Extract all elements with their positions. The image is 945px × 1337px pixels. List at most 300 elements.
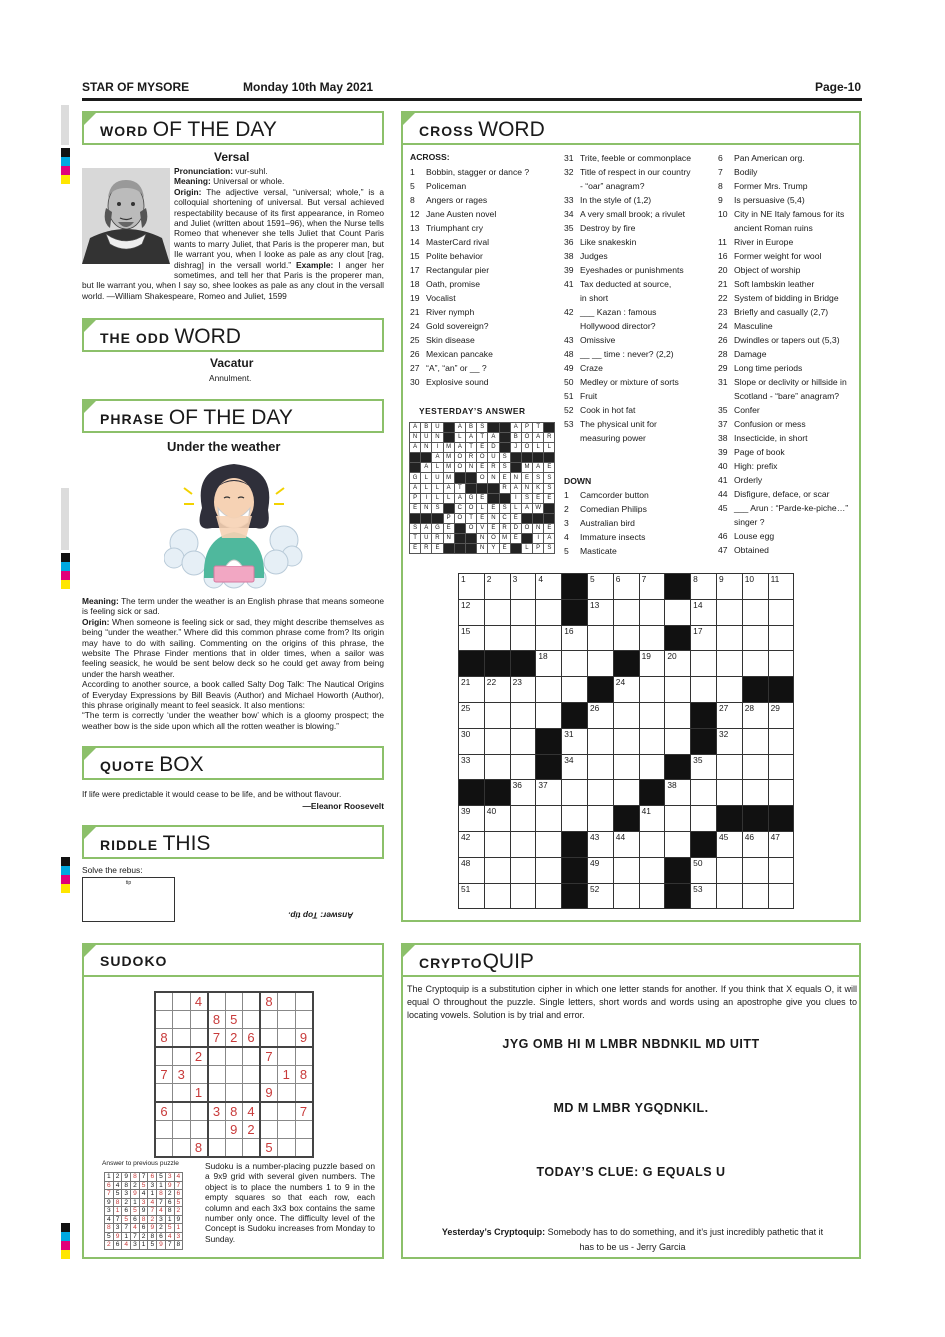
crossword-cell[interactable]	[510, 599, 536, 625]
crossword-cell[interactable]	[716, 677, 742, 703]
answer-cell	[443, 544, 454, 554]
answer-cell: A	[410, 423, 421, 433]
answer-cell	[454, 534, 465, 544]
crossword-cell[interactable]: 42	[459, 831, 485, 857]
sudoku-cell[interactable]	[208, 1066, 226, 1084]
down-clues-col3	[718, 151, 848, 557]
crossword-cell[interactable]	[613, 754, 639, 780]
crossword-cell[interactable]	[510, 702, 536, 728]
crossword-cell[interactable]	[639, 625, 665, 651]
crossword-cell[interactable]	[536, 831, 562, 857]
crossword-cell[interactable]	[613, 857, 639, 883]
crossword-cell[interactable]	[742, 780, 768, 806]
crossword-cell[interactable]	[665, 806, 691, 832]
black-square	[639, 780, 665, 806]
sudoku-cell: 4	[190, 992, 208, 1011]
crossword-cell[interactable]: 20	[665, 651, 691, 677]
crossword-cell[interactable]	[484, 728, 510, 754]
sudoku-cell[interactable]	[278, 1121, 296, 1139]
riddle-answer: Answer: Top tip.	[288, 910, 354, 921]
black-square	[768, 677, 794, 703]
sudoku-cell[interactable]	[173, 1139, 191, 1158]
sudoku-cell[interactable]	[208, 992, 226, 1011]
registration-mark	[61, 148, 70, 184]
answer-cell: O	[465, 503, 476, 513]
sudoku-cell[interactable]	[243, 1139, 261, 1158]
sudoku-cell[interactable]	[225, 1084, 243, 1103]
crossword-cell[interactable]: 45	[716, 831, 742, 857]
crossword-cell[interactable]	[639, 883, 665, 909]
sudoku-cell: 8	[225, 1102, 243, 1121]
sudoku-cell[interactable]	[208, 1121, 226, 1139]
sudoku-answer-cell: 7	[157, 1198, 166, 1207]
crossword-cell[interactable]	[768, 625, 794, 651]
crossword-cell[interactable]: 44	[613, 831, 639, 857]
sudoku-cell[interactable]	[173, 1047, 191, 1066]
crossword-cell[interactable]: 48	[459, 857, 485, 883]
answer-cell: S	[477, 423, 488, 433]
crossword-cell[interactable]	[613, 883, 639, 909]
sudoku-cell[interactable]	[295, 1047, 313, 1066]
sudoku-answer-cell: 4	[148, 1198, 157, 1207]
answer-cell	[521, 534, 532, 544]
clue-item: 39 Page of book	[718, 447, 785, 457]
registration-mark	[61, 553, 70, 589]
crossword-cell[interactable]: 40	[484, 806, 510, 832]
crossword-cell[interactable]: 43	[587, 831, 613, 857]
crossword-cell[interactable]	[691, 677, 717, 703]
crossword-cell[interactable]: 13	[587, 599, 613, 625]
sudoku-cell: 5	[260, 1139, 278, 1158]
answer-cell: R	[499, 523, 510, 533]
crossword-cell[interactable]	[613, 728, 639, 754]
answer-cell: L	[477, 503, 488, 513]
crossword-cell[interactable]	[510, 806, 536, 832]
sudoku-cell: 2	[225, 1029, 243, 1048]
answer-cell	[510, 544, 521, 554]
sudoku-cell[interactable]	[243, 1011, 261, 1029]
answer-cell: I	[432, 443, 443, 453]
crossword-cell[interactable]: 3	[510, 574, 536, 600]
crossword-cell[interactable]: 11	[768, 574, 794, 600]
crossword-cell[interactable]	[587, 728, 613, 754]
answer-cell: E	[432, 544, 443, 554]
answer-cell: G	[410, 473, 421, 483]
crossword-cell[interactable]	[639, 754, 665, 780]
crossword-cell[interactable]	[536, 599, 562, 625]
crossword-cell[interactable]: 27	[716, 702, 742, 728]
crossword-cell[interactable]	[536, 883, 562, 909]
clue-item: ancient Roman ruins	[734, 223, 813, 233]
crossword-cell[interactable]: 41	[639, 806, 665, 832]
crossword-cell[interactable]	[510, 857, 536, 883]
crossword-cell[interactable]: 53	[691, 883, 717, 909]
crossword-cell[interactable]	[665, 599, 691, 625]
sudoku-cell[interactable]	[155, 1121, 173, 1139]
crossword-cell[interactable]	[613, 702, 639, 728]
sudoku-cell: 4	[243, 1102, 261, 1121]
clue-item: 51 Fruit	[564, 391, 598, 401]
answer-cell: E	[510, 534, 521, 544]
crossword-cell[interactable]	[510, 883, 536, 909]
sudoku-cell[interactable]	[155, 1139, 173, 1158]
crossword-cell[interactable]: 38	[665, 780, 691, 806]
clue-item: 6 Pan American org.	[718, 153, 805, 163]
crossword-cell[interactable]	[768, 883, 794, 909]
crossword-cell[interactable]: 25	[459, 702, 485, 728]
crossword-cell[interactable]: 15	[459, 625, 485, 651]
crossword-cell[interactable]: 37	[536, 780, 562, 806]
answer-cell: N	[510, 473, 521, 483]
crossword-cell[interactable]: 18	[536, 651, 562, 677]
sudoku-cell[interactable]	[243, 1066, 261, 1084]
crossword-cell[interactable]	[691, 806, 717, 832]
crossword-cell[interactable]	[536, 702, 562, 728]
crossword-cell[interactable]	[691, 651, 717, 677]
sudoku-cell[interactable]	[278, 1084, 296, 1103]
crossword-cell[interactable]	[665, 728, 691, 754]
sudoku-cell[interactable]	[208, 1084, 226, 1103]
black-square	[742, 677, 768, 703]
sudoku-cell[interactable]	[295, 1084, 313, 1103]
answer-cell: P	[521, 423, 532, 433]
clue-item: 14 MasterCard rival	[410, 237, 490, 247]
crossword-cell[interactable]: 22	[484, 677, 510, 703]
crossword-cell[interactable]: 26	[587, 702, 613, 728]
crossword-cell[interactable]	[716, 780, 742, 806]
crossword-cell[interactable]	[639, 857, 665, 883]
answer-cell	[499, 433, 510, 443]
sudoku-cell[interactable]	[155, 1047, 173, 1066]
answer-cell: E	[499, 544, 510, 554]
crossword-cell[interactable]	[639, 599, 665, 625]
crossword-cell[interactable]: 50	[691, 857, 717, 883]
crossword-cell[interactable]: 10	[742, 574, 768, 600]
sudoku-cell[interactable]	[190, 1011, 208, 1029]
sudoku-answer-cell: 1	[122, 1232, 131, 1241]
sudoku-cell[interactable]	[190, 1029, 208, 1048]
crossword-cell[interactable]: 16	[562, 625, 588, 651]
crossword-cell[interactable]: 1	[459, 574, 485, 600]
answer-cell	[443, 433, 454, 443]
crossword-cell[interactable]: 39	[459, 806, 485, 832]
answer-cell: A	[521, 503, 532, 513]
sudoku-cell[interactable]	[155, 992, 173, 1011]
black-square	[742, 806, 768, 832]
crossword-cell[interactable]	[613, 625, 639, 651]
crossword-cell[interactable]	[639, 702, 665, 728]
crossword-cell[interactable]	[665, 831, 691, 857]
crossword-cell[interactable]: 17	[691, 625, 717, 651]
answer-cell: E	[410, 544, 421, 554]
crossword-cell[interactable]	[742, 883, 768, 909]
crossword-cell[interactable]	[613, 780, 639, 806]
sudoku-answer-cell: 8	[139, 1215, 148, 1224]
answer-cell: A	[533, 463, 544, 473]
crossword-cell[interactable]	[768, 780, 794, 806]
sudoku-cell[interactable]	[278, 1047, 296, 1066]
crossword-grid	[458, 573, 794, 909]
sudoku-answer-cell: 3	[105, 1207, 114, 1216]
crossword-cell[interactable]	[484, 702, 510, 728]
clue-item: 5 Policeman	[410, 181, 467, 191]
sudoku-answer-cell: 5	[174, 1198, 183, 1207]
sudoku-cell: 8	[155, 1029, 173, 1048]
sudoku-cell[interactable]	[295, 1011, 313, 1029]
sudoku-cell[interactable]	[173, 1084, 191, 1103]
sudoku-cell[interactable]	[190, 1121, 208, 1139]
sudoku-cell[interactable]	[225, 1139, 243, 1158]
crossword-cell[interactable]	[768, 728, 794, 754]
crossword-cell[interactable]: 6	[613, 574, 639, 600]
sudoku-cell[interactable]	[155, 1084, 173, 1103]
sudoku-cell[interactable]	[173, 1102, 191, 1121]
crossword-cell[interactable]	[716, 857, 742, 883]
sudoku-cell[interactable]	[155, 1011, 173, 1029]
answer-cell	[544, 423, 555, 433]
crossword-cell[interactable]	[613, 599, 639, 625]
black-square	[691, 702, 717, 728]
sudoku-cell[interactable]	[173, 1121, 191, 1139]
crossword-cell[interactable]: 19	[639, 651, 665, 677]
sudoku-cell[interactable]	[278, 1029, 296, 1048]
crossword-cell[interactable]	[768, 754, 794, 780]
clue-item: 37 Confusion or mess	[718, 419, 806, 429]
crossword-cell[interactable]: 12	[459, 599, 485, 625]
sudoku-cell[interactable]	[173, 992, 191, 1011]
sudoku-cell[interactable]	[278, 1011, 296, 1029]
crossword-cell[interactable]	[639, 831, 665, 857]
crossword-cell[interactable]	[510, 728, 536, 754]
crossword-cell[interactable]	[742, 599, 768, 625]
crossword-cell[interactable]: 31	[562, 728, 588, 754]
crossword-cell[interactable]	[716, 651, 742, 677]
crossword-cell[interactable]	[587, 780, 613, 806]
sudoku-cell[interactable]	[260, 1029, 278, 1048]
answer-cell: M	[521, 463, 532, 473]
crossword-cell[interactable]: 47	[768, 831, 794, 857]
sudoku-cell[interactable]	[173, 1011, 191, 1029]
crossword-cell[interactable]: 21	[459, 677, 485, 703]
crossword-cell[interactable]: 2	[484, 574, 510, 600]
page-number: Page-10	[815, 80, 862, 94]
answer-cell: S	[544, 473, 555, 483]
quote-author: —Eleanor Roosevelt	[302, 801, 384, 811]
sudoku-cell: 1	[190, 1084, 208, 1103]
across-clues-col2	[564, 151, 691, 445]
sudoku-cell[interactable]	[243, 1047, 261, 1066]
crossword-cell[interactable]	[484, 883, 510, 909]
answer-cell: R	[432, 534, 443, 544]
crossword-cell[interactable]	[484, 625, 510, 651]
sudoku-cell[interactable]	[295, 992, 313, 1011]
black-square	[536, 728, 562, 754]
crossword-cell[interactable]	[562, 677, 588, 703]
crossword-cell[interactable]: 52	[587, 883, 613, 909]
sudoku-cell[interactable]	[260, 1066, 278, 1084]
crossword-cell[interactable]	[716, 599, 742, 625]
crossword-cell[interactable]: 34	[562, 754, 588, 780]
crossword-cell[interactable]	[665, 702, 691, 728]
sudoku-answer-cell: 7	[105, 1190, 114, 1199]
crossword-cell[interactable]	[768, 651, 794, 677]
sudoku-answer-cell: 7	[131, 1232, 140, 1241]
crossword-cell[interactable]: 36	[510, 780, 536, 806]
crossword-cell[interactable]: 23	[510, 677, 536, 703]
sudoku-cell[interactable]	[243, 992, 261, 1011]
sudoku-cell[interactable]	[225, 1047, 243, 1066]
sudoku-cell: 9	[295, 1029, 313, 1048]
sudoku-cell[interactable]	[208, 1047, 226, 1066]
crossword-cell[interactable]	[587, 651, 613, 677]
crossword-cell[interactable]	[587, 754, 613, 780]
clue-item: 26 Dwindles or tapers out (5,3)	[718, 335, 840, 345]
crossword-cell[interactable]	[510, 754, 536, 780]
crossword-cell[interactable]	[742, 651, 768, 677]
crossword-cell[interactable]	[587, 625, 613, 651]
answer-cell: L	[544, 443, 555, 453]
sudoku-cell[interactable]	[208, 1139, 226, 1158]
sudoku-cell[interactable]	[190, 1066, 208, 1084]
sudoku-cell[interactable]	[295, 1139, 313, 1158]
crossword-cell[interactable]	[536, 857, 562, 883]
crossword-cell[interactable]	[768, 599, 794, 625]
crossword-cell[interactable]	[639, 728, 665, 754]
sudoku-cell[interactable]	[173, 1029, 191, 1048]
cryptoquip-line2: MD M LMBR YGQDNKIL.	[553, 1101, 709, 1115]
answer-cell: L	[432, 463, 443, 473]
crossword-cell[interactable]: 46	[742, 831, 768, 857]
sudoku-answer-cell: 3	[131, 1241, 140, 1250]
crossword-cell[interactable]: 33	[459, 754, 485, 780]
crossword-cell[interactable]: 4	[536, 574, 562, 600]
crossword-cell[interactable]	[691, 780, 717, 806]
crossword-cell[interactable]	[510, 831, 536, 857]
answer-cell: A	[443, 483, 454, 493]
sudoku-cell[interactable]	[260, 1102, 278, 1121]
odd-word-word: Vacatur	[210, 356, 254, 370]
crossword-cell[interactable]	[742, 754, 768, 780]
crossword-cell[interactable]: 8	[691, 574, 717, 600]
answer-cell: A	[454, 423, 465, 433]
crossword-cell[interactable]	[639, 677, 665, 703]
sudoku-cell[interactable]	[278, 1102, 296, 1121]
sudoku-cell[interactable]	[278, 992, 296, 1011]
crossword-cell[interactable]	[742, 857, 768, 883]
answer-cell: I	[533, 534, 544, 544]
crossword-cell[interactable]: 24	[613, 677, 639, 703]
answer-cell: O	[477, 473, 488, 483]
answer-cell: L	[510, 503, 521, 513]
crossword-cell[interactable]	[484, 831, 510, 857]
answer-cell: N	[432, 433, 443, 443]
black-square	[562, 831, 588, 857]
crossword-cell[interactable]	[536, 625, 562, 651]
clue-item: Hollywood director?	[580, 321, 656, 331]
crossword-cell[interactable]: 29	[768, 702, 794, 728]
clue-item: 11 River in Europe	[718, 237, 794, 247]
sudoku-answer-cell: 2	[131, 1181, 140, 1190]
sudoku-answer-cell: 6	[157, 1232, 166, 1241]
answer-cell: A	[421, 463, 432, 473]
crossword-cell[interactable]: 14	[691, 599, 717, 625]
sudoku-cell[interactable]	[243, 1084, 261, 1103]
sudoku-cell[interactable]	[295, 1121, 313, 1139]
crossword-cell[interactable]: 49	[587, 857, 613, 883]
sudoku-cell[interactable]	[260, 1011, 278, 1029]
crossword-cell[interactable]: 30	[459, 728, 485, 754]
crossword-cell[interactable]	[742, 728, 768, 754]
answer-cell	[510, 453, 521, 463]
answer-cell	[443, 423, 454, 433]
crossword-cell[interactable]: 35	[691, 754, 717, 780]
clue-item: 44 Disfigure, deface, or scar	[718, 489, 830, 499]
crossword-cell[interactable]: 7	[639, 574, 665, 600]
crossword-cell[interactable]	[716, 883, 742, 909]
newspaper-name: STAR OF MYSORE	[82, 80, 190, 94]
crossword-cell[interactable]	[510, 625, 536, 651]
sudoku-answer-cell: 4	[174, 1173, 183, 1182]
sudoku-answer-cell: 4	[165, 1232, 174, 1241]
clue-item: 35 Destroy by fire	[564, 223, 636, 233]
crossword-cell[interactable]	[587, 806, 613, 832]
crossword-cell[interactable]: 28	[742, 702, 768, 728]
sudoku-cell[interactable]	[225, 992, 243, 1011]
crossword-cell[interactable]	[716, 754, 742, 780]
sudoku-answer-cell: 6	[165, 1198, 174, 1207]
crossword-cell[interactable]: 32	[716, 728, 742, 754]
black-square	[665, 574, 691, 600]
crossword-cell[interactable]	[665, 677, 691, 703]
crossword-cell[interactable]	[562, 780, 588, 806]
crossword-cell[interactable]	[742, 625, 768, 651]
sudoku-cell[interactable]	[225, 1066, 243, 1084]
answer-cell: U	[421, 534, 432, 544]
crossword-cell[interactable]: 5	[587, 574, 613, 600]
clue-item: singer ?	[734, 517, 765, 527]
issue-date: Monday 10th May 2021	[243, 80, 374, 94]
crossword-cell[interactable]: 9	[716, 574, 742, 600]
answer-cell: O	[521, 523, 532, 533]
answer-cell: L	[432, 483, 443, 493]
crossword-cell[interactable]	[484, 857, 510, 883]
answer-cell: G	[465, 493, 476, 503]
crossword-cell[interactable]	[768, 857, 794, 883]
sudoku-cell[interactable]	[260, 1121, 278, 1139]
crossword-cell[interactable]	[716, 625, 742, 651]
answer-cell	[499, 443, 510, 453]
answer-cell: T	[465, 443, 476, 453]
answer-cell: E	[477, 463, 488, 473]
crossword-cell[interactable]	[536, 677, 562, 703]
sudoku-cell[interactable]	[278, 1139, 296, 1158]
clue-item: 31 Slope or declivity or hillside in	[718, 377, 847, 387]
sudoku-cell[interactable]	[190, 1102, 208, 1121]
answer-cell: N	[421, 443, 432, 453]
crossword-cell[interactable]	[562, 651, 588, 677]
rebus-box	[82, 877, 175, 922]
crossword-cell[interactable]: 51	[459, 883, 485, 909]
down-clues-col2	[564, 488, 649, 558]
crossword-cell[interactable]	[484, 599, 510, 625]
sudoku-answer-cell: 8	[105, 1224, 114, 1233]
crossword-cell[interactable]	[562, 806, 588, 832]
sudoku-answer-cell: 9	[157, 1241, 166, 1250]
answer-cell	[488, 483, 499, 493]
crossword-cell[interactable]	[536, 806, 562, 832]
answer-cell: D	[510, 523, 521, 533]
crossword-cell[interactable]	[484, 754, 510, 780]
